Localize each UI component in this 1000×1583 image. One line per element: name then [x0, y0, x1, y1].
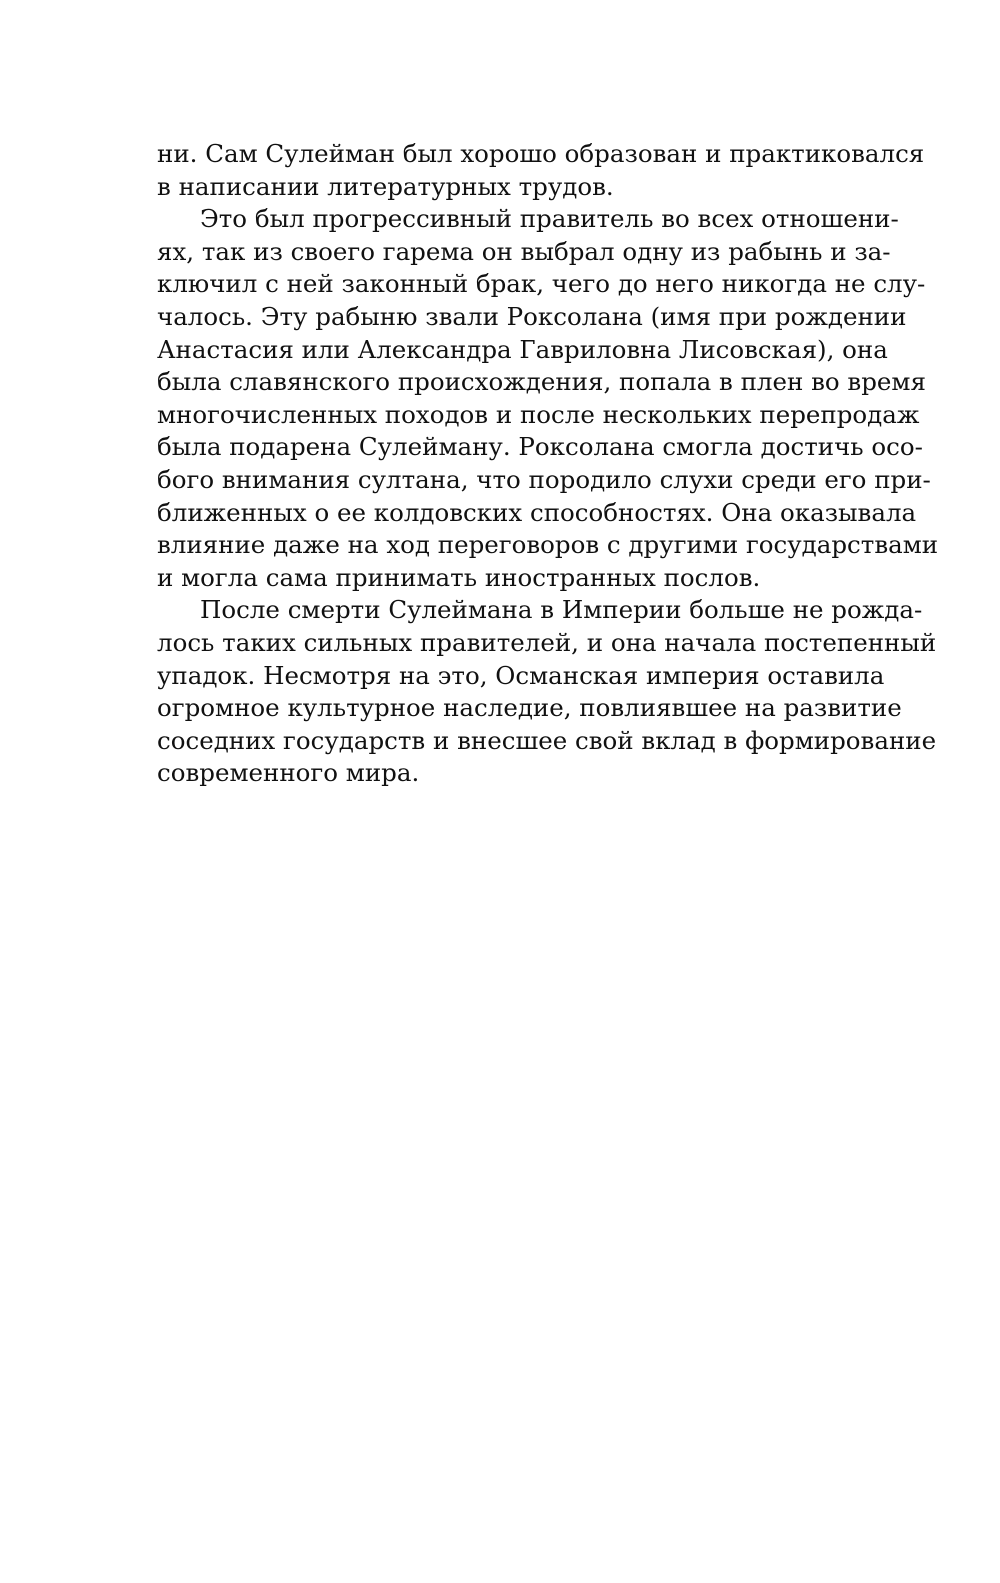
paragraph-1: [157, 138, 925, 203]
text-line: современного мира.: [157, 758, 420, 788]
text-line: ях, так из своего гарема он выбрал одну из рабынь и за-: [157, 236, 891, 266]
text-line: была славянского происхождения, попала в плен во время: [157, 367, 926, 397]
text-line: чалось. Эту рабыню звали Роксолана (имя при рождении: [157, 301, 907, 331]
text-line: ключил с ней законный брак, чего до него никогда не слу-: [157, 269, 926, 299]
text-line: лось таких сильных правителей, и она начала постепенный: [157, 627, 937, 657]
body-text: [157, 138, 939, 790]
text-line: огромное культурное наследие, повлиявшее на развитие: [157, 693, 902, 723]
text-line: и могла сама принимать иностранных послов.: [157, 562, 761, 592]
text-line: ни. Сам Сулейман был хорошо образован и практиковался: [157, 139, 925, 168]
text-line: соседних государств и внесшее свой вклад в формирование: [157, 725, 937, 755]
text-line: была подарена Сулейману. Роксолана смогла достичь осо-: [157, 432, 923, 462]
paragraph-2: [157, 203, 939, 594]
paragraph-3: [157, 594, 937, 790]
text-line: Анастасия или Александра Гавриловна Лисовская), она: [157, 334, 888, 364]
text-line: бого внимания султана, что породило слухи среди его при-: [157, 464, 931, 494]
text-line: ближенных о ее колдовских способностях. Она оказывала: [157, 497, 917, 527]
text-line: упадок. Несмотря на это, Османская империя оставила: [157, 660, 885, 690]
text-line: После смерти Сулеймана в Империи больше не рожда-: [200, 595, 923, 625]
text-line: влияние даже на ход переговоров с другими государствами: [157, 530, 939, 560]
text-line: многочисленных походов и после нескольких перепродаж: [157, 399, 920, 429]
text-line: Это был прогрессивный правитель во всех отношени-: [200, 204, 899, 234]
text-line: в написании литературных трудов.: [157, 171, 614, 201]
